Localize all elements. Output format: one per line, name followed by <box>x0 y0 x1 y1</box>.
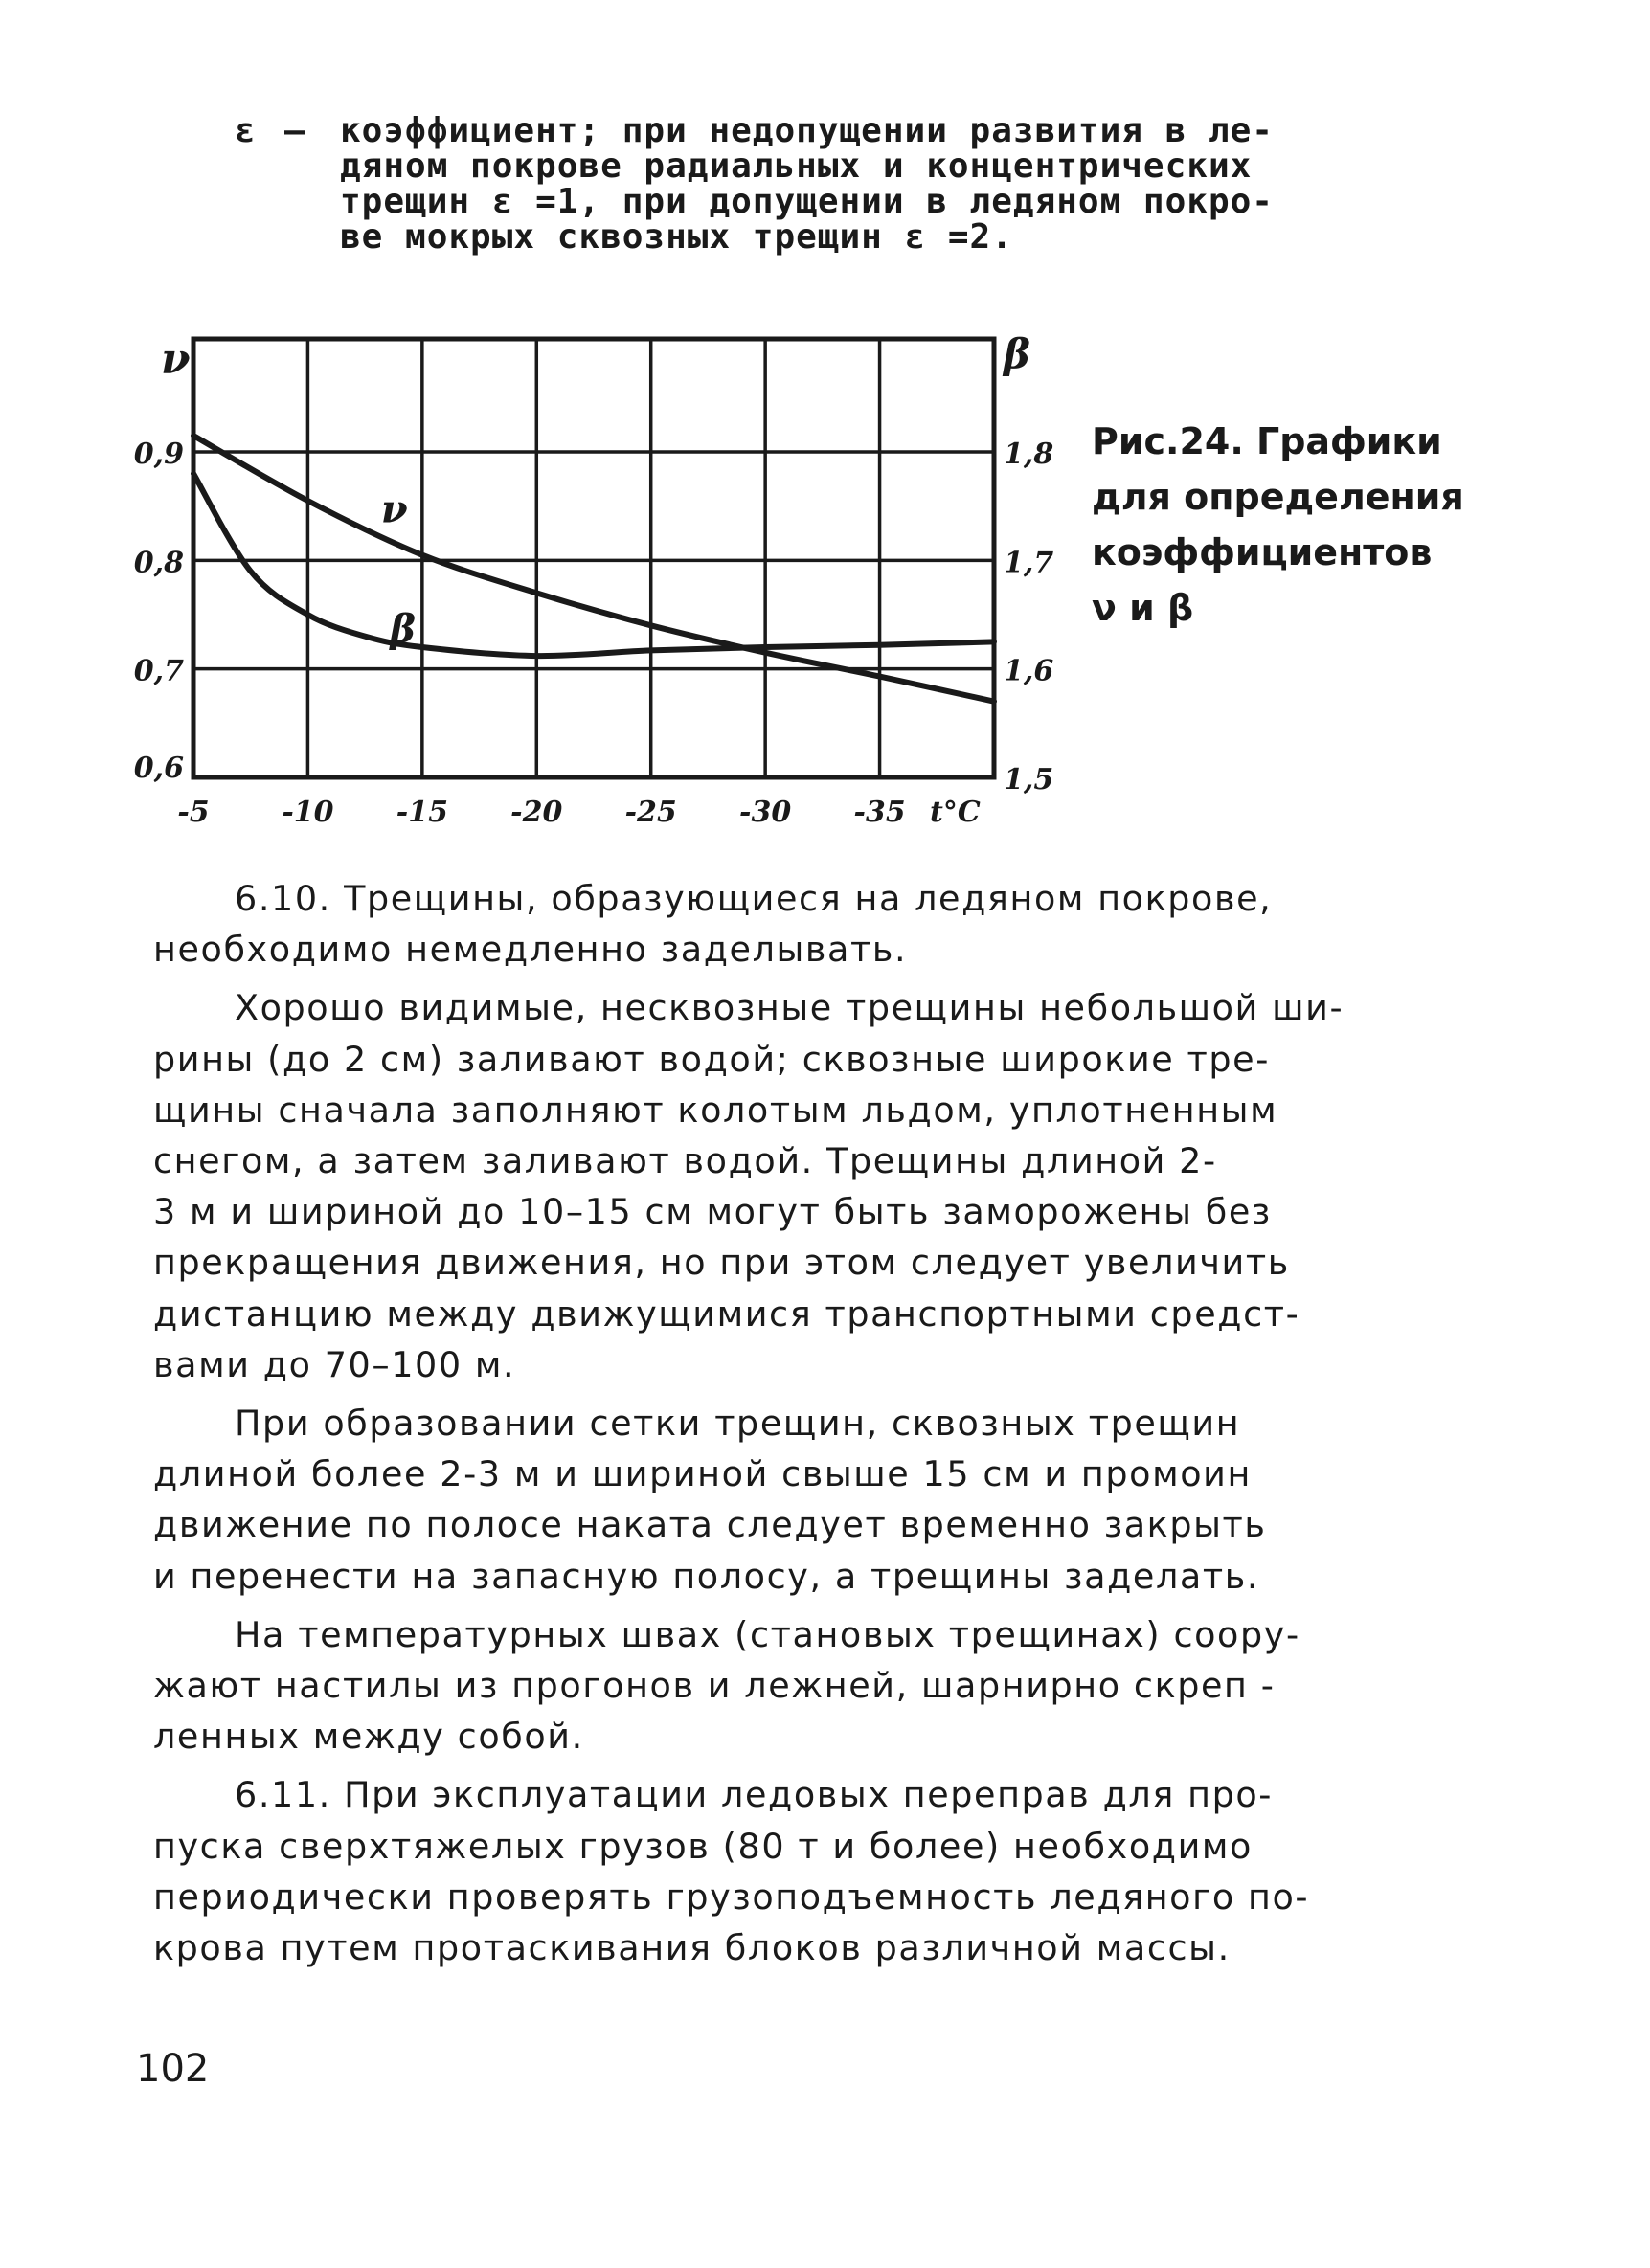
definition-line: дяном покрове радиальных и концентрических <box>340 146 1253 186</box>
definition-line: коэффициент; при недопущении развития в ле- <box>340 111 1274 150</box>
paragraph-line: 6.11. При эксплуатации ледовых переправ для про- <box>235 1774 1274 1816</box>
series-label-nu: ν <box>380 486 408 532</box>
paragraph-line: движение по полосе наката следует временно закрыть <box>153 1504 1267 1546</box>
paragraph <box>153 1609 1489 1763</box>
y-left-axis-label: ν <box>161 335 191 384</box>
definition-line: трещин ε =1, при допущении в ледяном покро- <box>340 182 1274 221</box>
caption-line: ν и β <box>1092 587 1194 629</box>
epsilon-symbol: ε <box>235 111 257 150</box>
paragraph-line: крова путем протаскивания блоков различной массы. <box>153 1927 1231 1969</box>
caption-line: коэффициентов <box>1092 531 1433 573</box>
y-right-axis-label: β <box>1004 330 1030 377</box>
paragraph-line: Хорошо видимые, несквозные трещины небольшой ши- <box>235 987 1345 1029</box>
figure-caption <box>1092 414 1494 636</box>
x-tick-label: -30 <box>739 796 792 829</box>
x-tick-label: -20 <box>510 796 563 829</box>
x-tick-label: -35 <box>853 796 906 829</box>
x-tick-label: -5 <box>177 796 210 829</box>
paragraph-line: жают настилы из прогонов и лежней, шарнирно скреп - <box>153 1665 1276 1707</box>
paragraph-line: и перенести на запасную полосу, а трещины заделать. <box>153 1555 1260 1597</box>
paragraph-line: длиной более 2-3 м и шириной свыше 15 см и промоин <box>153 1453 1252 1495</box>
paragraph <box>153 1398 1489 1602</box>
paragraph-line: При образовании сетки трещин, сквозных трещин <box>235 1403 1241 1445</box>
paragraph-line: пуска сверхтяжелых грузов (80 т и более) необходимо <box>153 1825 1253 1867</box>
y-left-tick-label: 0,9 <box>133 438 184 471</box>
series-label-beta: β <box>390 606 416 652</box>
paragraph-line: ленных между собой. <box>153 1716 584 1758</box>
caption-line: для определения <box>1092 476 1464 518</box>
caption-line: Рис.24. Графики <box>1092 420 1442 462</box>
x-tick-label: -10 <box>282 796 334 829</box>
paragraph-line: рины (до 2 см) заливают водой; сквозные широкие тре- <box>153 1038 1270 1080</box>
paragraph-line: периодически проверять грузоподъемность ледяного по- <box>153 1875 1310 1918</box>
y-right-tick-label: 1,7 <box>1004 546 1054 580</box>
x-axis-label: t°C <box>930 796 981 829</box>
chart-svg <box>133 316 1063 852</box>
y-left-tick-label: 0,8 <box>133 546 184 580</box>
x-tick-label: -25 <box>624 796 677 829</box>
definition-dash: – <box>284 111 306 150</box>
paragraph-line: На температурных швах (становых трещинах) соору- <box>235 1613 1300 1655</box>
y-right-tick-label: 1,8 <box>1004 438 1054 471</box>
coefficient-chart <box>133 316 1063 856</box>
paragraph <box>153 982 1489 1390</box>
series-line-nu <box>193 436 994 702</box>
paragraph-line: прекращения движения, но при этом следует увеличить <box>153 1242 1290 1284</box>
x-tick-label: -15 <box>396 796 448 829</box>
paragraph <box>153 873 1489 975</box>
y-left-tick-label: 0,7 <box>133 654 184 688</box>
paragraph-line: дистанцию между движущимися транспортными средст- <box>153 1292 1300 1335</box>
paragraph-line: 6.10. Трещины, образующиеся на ледяном покрове, <box>235 878 1273 919</box>
page-number: 102 <box>136 2047 210 2091</box>
definition-text <box>340 113 1489 255</box>
y-left-tick-label: 0,6 <box>133 752 184 785</box>
paragraph-line: щины сначала заполняют колотым льдом, уплотненным <box>153 1089 1278 1131</box>
paragraph-line: снегом, а затем заливают водой. Трещины длиной 2- <box>153 1140 1217 1182</box>
chart-frame <box>193 339 994 777</box>
body-text <box>153 873 1489 1981</box>
y-right-tick-label: 1,6 <box>1004 654 1054 688</box>
paragraph <box>153 1769 1489 1973</box>
definition-line: ве мокрых сквозных трещин ε =2. <box>340 217 1013 257</box>
paragraph-line: 3 м и шириной до 10–15 см могут быть заморожены без <box>153 1191 1272 1233</box>
y-right-tick-label: 1,5 <box>1004 763 1054 797</box>
paragraph-line: вами до 70–100 м. <box>153 1343 516 1385</box>
paragraph-line: необходимо немедленно заделывать. <box>153 929 908 971</box>
